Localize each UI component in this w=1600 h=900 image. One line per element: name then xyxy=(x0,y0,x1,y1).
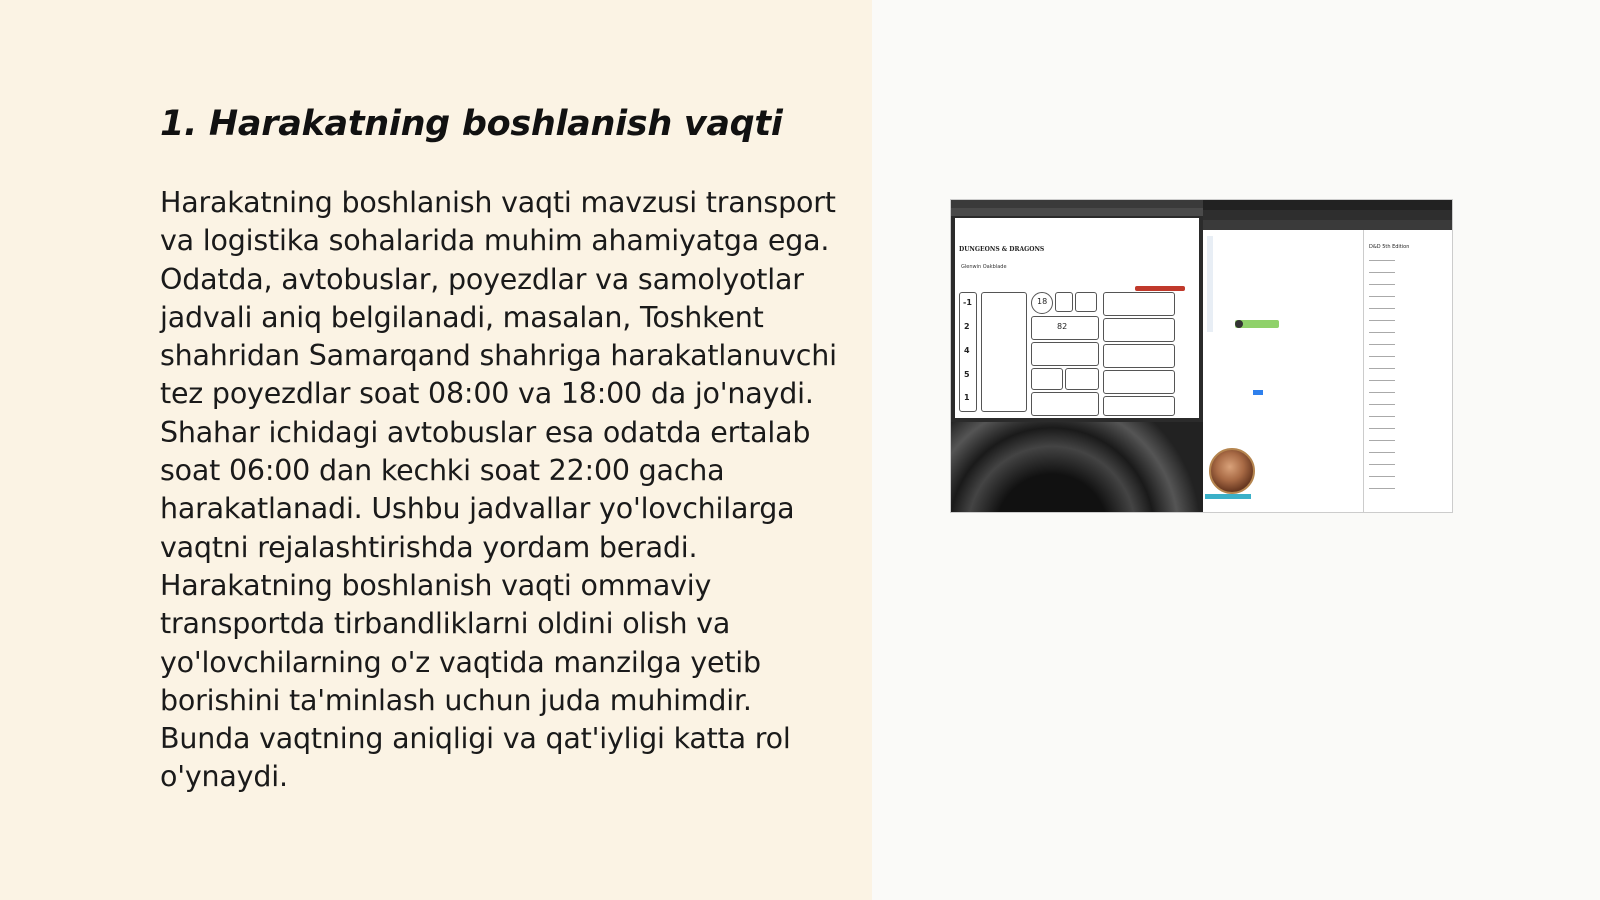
hit-points-value: 82 xyxy=(1057,322,1068,331)
armor-class-value: 18 xyxy=(1037,297,1048,306)
temp-hp-box xyxy=(1031,342,1099,366)
sidebar-item xyxy=(1369,272,1395,273)
flaws-box xyxy=(1103,370,1175,394)
browser-tabs xyxy=(1203,210,1452,220)
sidebar-title: D&D 5th Edition xyxy=(1369,244,1410,250)
blue-button xyxy=(1253,390,1263,395)
sidebar-item xyxy=(1369,452,1395,453)
sidebar-item xyxy=(1369,476,1395,477)
death-saves-box xyxy=(1065,368,1099,390)
hit-dice-box xyxy=(1031,368,1063,390)
stat-value: 1 xyxy=(964,393,970,402)
sidebar-item xyxy=(1369,356,1395,357)
token-icon xyxy=(1235,320,1243,328)
dnd-logo: DUNGEONS & DRAGONS xyxy=(959,246,1045,253)
slide-title: 1. Harakatning boshlanish vaqti xyxy=(160,104,783,144)
slide-body-text: Harakatning boshlanish vaqti mavzusi transport va logistika sohalarida muhim ahamiyatga ega. Odatda, avtobuslar, poyezdlar va samolyotlar jadvali aniq belgilanadi, masalan, Toshkent shahridan Samarqand shahriga harakatlanuvchi tez poyezdlar soat 08:00 va 18:00 da jo'naydi. Shahar ichidagi avtobuslar esa odatda ertalab soat 06:00 dan kechki soat 22:00 gacha harakatlanadi. Ushbu jadvallar yo'lovchilarga vaqtni rejalashtirishda yordam beradi. Harakatning boshlanish vaqti ommaviy transportda tirbandliklarni oldini olish va yo'lovchilarning o'z vaqtida manzilga yetib borishini ta'minlash uchun juda muhimdir. Bunda vaqtning aniqligi va qat'iyligi katta rol o'ynaydi. xyxy=(160,186,837,794)
sidebar-item xyxy=(1369,320,1395,321)
sidebar-item xyxy=(1369,428,1395,429)
stat-value: 5 xyxy=(964,370,970,379)
sidebar-divider xyxy=(1363,230,1364,512)
sidebar-item xyxy=(1369,344,1395,345)
window-tabs xyxy=(951,208,1203,216)
sidebar-item xyxy=(1369,404,1395,405)
character-name: Glenwin Oakblade xyxy=(961,264,1007,270)
browser-titlebar xyxy=(1203,200,1452,210)
attacks-box xyxy=(1031,392,1099,416)
sidebar-item xyxy=(1369,488,1395,489)
sidebar-item xyxy=(1369,332,1395,333)
personality-box xyxy=(1103,292,1175,316)
bonds-box xyxy=(1103,344,1175,368)
red-label-tag xyxy=(1135,286,1185,291)
stat-value: 2 xyxy=(964,322,970,331)
character-sheet-window xyxy=(951,200,1203,512)
sidebar-item xyxy=(1369,368,1395,369)
speed-box xyxy=(1075,292,1097,312)
sidebar-item xyxy=(1369,380,1395,381)
window-titlebar xyxy=(951,200,1203,208)
sidebar-item xyxy=(1369,260,1395,261)
sidebar-item xyxy=(1369,464,1395,465)
stat-value: 4 xyxy=(964,346,970,355)
features-box xyxy=(1103,396,1175,416)
sidebar-item xyxy=(1369,392,1395,393)
browser-address-bar xyxy=(1203,220,1452,230)
sidebar-item xyxy=(1369,308,1395,309)
sidebar-item xyxy=(1369,440,1395,441)
embedded-screenshot xyxy=(950,199,1453,513)
map-toolbar xyxy=(1207,236,1213,332)
player-status-bar xyxy=(1205,494,1251,499)
stat-value: -1 xyxy=(963,298,972,307)
desktop-wallpaper xyxy=(951,422,1203,512)
sidebar-item xyxy=(1369,284,1395,285)
sidebar-item xyxy=(1369,296,1395,297)
sidebar-item xyxy=(1369,416,1395,417)
player-avatar xyxy=(1209,448,1255,494)
skills-box xyxy=(981,292,1027,412)
ideals-box xyxy=(1103,318,1175,342)
initiative-box xyxy=(1055,292,1073,312)
